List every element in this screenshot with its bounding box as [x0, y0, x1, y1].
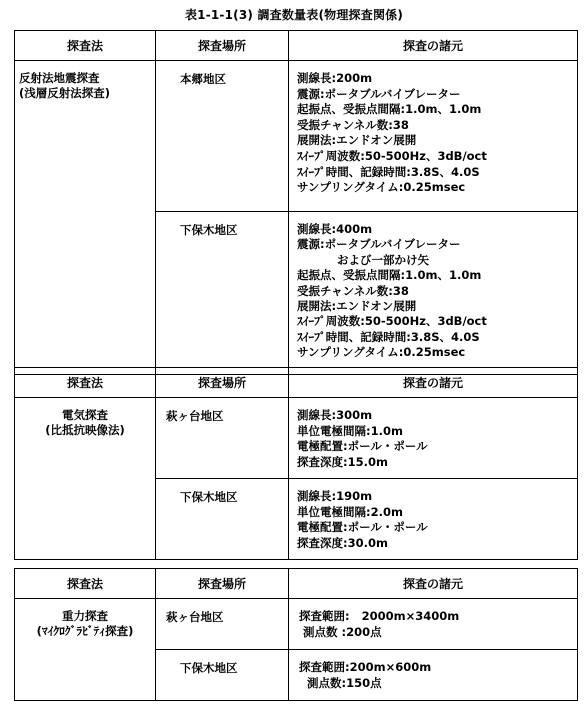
spec-line: 起振点、受振点間隔:1.0m、1.0m [297, 102, 482, 117]
spec-line: ｽｲｰﾌﾟ時間、記録時間:3.8S、4.0S [297, 329, 480, 344]
table-row [15, 398, 578, 479]
spec-line: 展開法:エンドオン展開 [297, 133, 417, 148]
spec-line: 震源:ポータブルバイブレーター [297, 237, 461, 252]
spec-line: サンプリングタイム:0.25msec [297, 345, 466, 360]
spec-line: 単位電極間隔:1.0m [297, 423, 403, 438]
spec-line: 探査深度:15.0m [297, 454, 388, 469]
survey-table-electrical [14, 367, 578, 560]
header-specs: 探査の諸元 [289, 31, 578, 61]
header-specs: 探査の諸元 [289, 368, 578, 398]
spec-line: 起振点、受振点間隔:1.0m、1.0m [297, 268, 482, 283]
spec-line: 受振チャンネル数:38 [297, 117, 409, 132]
method-name: 反射法地震探査 [19, 71, 100, 85]
specs-cell [289, 398, 578, 479]
page-title: 表1-1-1(3) 調査数量表(物理探査関係) [184, 8, 404, 22]
spec-line: 探査範囲: 2000m×3400m [299, 609, 460, 623]
spec-line: 測線長:200m [297, 71, 373, 85]
method-name: 電気探査 [62, 408, 108, 422]
spec-line: 電極配置:ポール・ポール [297, 439, 428, 454]
spec-line: サンプリングタイム:0.25msec [297, 180, 466, 195]
spec-line: 測線長:400m [297, 222, 373, 236]
method-subname: (浅層反射法探査) [19, 86, 111, 100]
spec-line: および一部かけ矢 [297, 252, 430, 267]
header-method: 探査法 [15, 569, 156, 599]
specs-cell [289, 61, 578, 212]
specs-cell [289, 599, 578, 650]
header-specs: 探査の諸元 [289, 569, 578, 599]
table-row [15, 61, 578, 212]
location-cell: 萩ヶ台地区 [156, 398, 289, 479]
method-cell [15, 61, 156, 375]
spec-line: ｽｲｰﾌﾟ時間、記録時間:3.8S、4.0S [297, 164, 480, 179]
location-cell: 萩ヶ台地区 [156, 599, 289, 650]
method-name: 重力探査 [62, 609, 108, 623]
location-cell: 本郷地区 [156, 61, 289, 212]
spec-line: 測線長:300m [297, 408, 373, 422]
table-header-row [15, 569, 578, 599]
spec-line: ｽｲｰﾌﾟ周波数:50-500Hz、3dB/oct [297, 314, 487, 329]
spec-line: 受振チャンネル数:38 [297, 283, 409, 298]
method-subname: (ﾏｲｸﾛｸﾞﾗﾋﾞﾃｨ探査) [36, 624, 134, 638]
method-cell [15, 599, 156, 701]
table-header-row [15, 31, 578, 61]
spec-line: 電極配置:ポール・ポール [297, 520, 428, 535]
specs-cell [289, 650, 578, 701]
table-row [15, 599, 578, 650]
method-subname: (比抵抗映像法) [45, 423, 125, 437]
header-method: 探査法 [15, 368, 156, 398]
table-header-row [15, 368, 578, 398]
method-cell [15, 398, 156, 560]
location-cell: 下保木地区 [156, 650, 289, 701]
spec-line: 単位電極間隔:2.0m [297, 504, 403, 519]
spec-line: 震源:ポータブルバイブレーター [297, 86, 461, 101]
spec-line: 展開法:エンドオン展開 [297, 299, 417, 314]
location-cell: 下保木地区 [156, 212, 289, 375]
specs-cell [289, 212, 578, 375]
location-cell: 下保木地区 [156, 479, 289, 560]
spec-line: 測点数:150点 [299, 675, 382, 690]
header-location: 探査場所 [156, 31, 289, 61]
spec-line: 測点数 :200点 [299, 624, 382, 639]
specs-cell [289, 479, 578, 560]
spec-line: ｽｲｰﾌﾟ周波数:50-500Hz、3dB/oct [297, 148, 487, 163]
header-location: 探査場所 [156, 368, 289, 398]
survey-table-reflection-seismic [14, 30, 578, 375]
spec-line: 探査深度:30.0m [297, 535, 388, 550]
header-method: 探査法 [15, 31, 156, 61]
survey-table-gravity [14, 568, 578, 701]
header-location: 探査場所 [156, 569, 289, 599]
spec-line: 探査範囲:200m×600m [299, 660, 432, 674]
spec-line: 測線長:190m [297, 489, 373, 503]
